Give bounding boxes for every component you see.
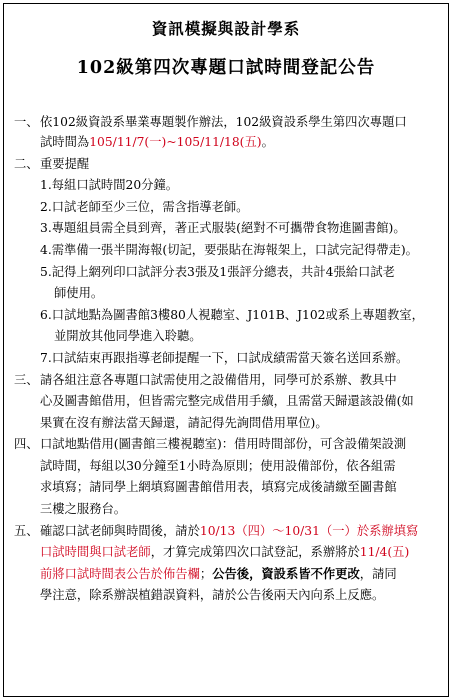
section-5-line-3-suffix: ，請同 [359, 567, 397, 581]
section-5-line-2 [40, 544, 409, 560]
reminder-item-6-line-2: 並開放其他同學進入聆聽。 [54, 329, 202, 343]
section-1-line-1: 依102級資設系畢業專題製作辦法，102級資設系學生第四次專題口 [40, 115, 407, 129]
section-5-number: 五、 [14, 524, 39, 538]
announcement-frame [3, 3, 449, 697]
bulletin-notice: 前將口試時間表公告於佈告欄 [40, 567, 200, 581]
section-5-line-2-text: ，才算完成第四次口試登記，系辦將於 [150, 545, 360, 559]
reminder-item-5-line-1: 5.記得上網列印口試評分表3張及1張評分總表，共計4張給口試老 [40, 265, 395, 279]
reminder-item-6-line-1: 6.口試地點為圖書館3樓80人視聽室、J101B、J102或系上專題教室， [40, 308, 424, 322]
section-3-line-1: 請各組注意各專題口試需使用之設備借用，同學可於系辦、教具中 [40, 373, 397, 387]
reminder-item-2: 2.口試老師至少三位，需含指導老師。 [40, 200, 249, 214]
section-5-separator: ； [199, 567, 213, 581]
section-4-number: 四、 [14, 437, 39, 451]
section-4-line-1: 口試地點借用(圖書館三樓視聽室)：借用時間部份，可含設備架設測 [40, 437, 407, 451]
section-3-line-3: 果實在沒有辦法當天歸還，請記得先詢問借用單位)。 [40, 416, 328, 430]
reminder-item-5-line-2: 師使用。 [54, 286, 104, 300]
schedule-publish-date: 11/4(五) [359, 545, 410, 559]
reminder-item-4: 4.需準備一張半開海報(切記，要張貼在海報架上，口試完記得帶走)。 [40, 243, 418, 257]
section-4-line-3: 求填寫；請同學上網填寫圖書館借用表，填寫完成後請繳至圖書館 [40, 480, 397, 494]
section-1-line-2 [40, 134, 274, 150]
section-2-number: 二、 [14, 157, 39, 171]
section-2-title: 重要提醒 [40, 157, 90, 171]
section-3-line-2: 心及圖書館借用，但皆需完整完成借用手續，且需當天歸還該設備(如 [40, 394, 414, 408]
oral-exam-date-range: 105/11/7(一)~105/11/18(五) [89, 135, 262, 149]
section-1-date-suffix: 。 [261, 135, 274, 149]
reminder-item-3: 3.專題組員需全員到齊，著正式服裝(絕對不可攜帶食物進圖書館)。 [40, 221, 406, 235]
no-changes-notice: 公告後，資設系皆不作更改 [212, 566, 360, 581]
section-1-number: 一、 [14, 115, 39, 129]
section-5-line-1 [40, 523, 418, 539]
section-1-date-prefix: 試時間為 [40, 135, 90, 149]
section-4-line-2: 試時間，每組以30分鐘至1小時為原則；使用設備部份，依各組需 [40, 459, 396, 473]
section-5-line-4: 學注意，除系辦誤植錯誤資料，請於公告後兩天內向系上反應。 [40, 588, 385, 602]
registration-period: 10/13（四）～10/31（一）於系辦填寫 [199, 524, 419, 538]
reminder-item-1: 1.每組口試時間20分鐘。 [40, 178, 179, 192]
department-title: 資訊模擬與設計學系 [151, 19, 301, 38]
section-5-line-1-text: 確認口試老師與時間後，請於 [40, 524, 200, 538]
section-4-line-4: 三樓之服務台。 [40, 502, 127, 516]
section-3-number: 三、 [14, 373, 39, 387]
section-5-line-3 [40, 566, 397, 582]
announcement-title: 102級第四次專題口試時間登記公告 [76, 58, 376, 78]
registration-items: 口試時間與口試老師 [40, 545, 151, 559]
reminder-item-7: 7.口試結束再跟指導老師提醒一下，口試成績需當天簽名送回系辦。 [40, 351, 409, 365]
